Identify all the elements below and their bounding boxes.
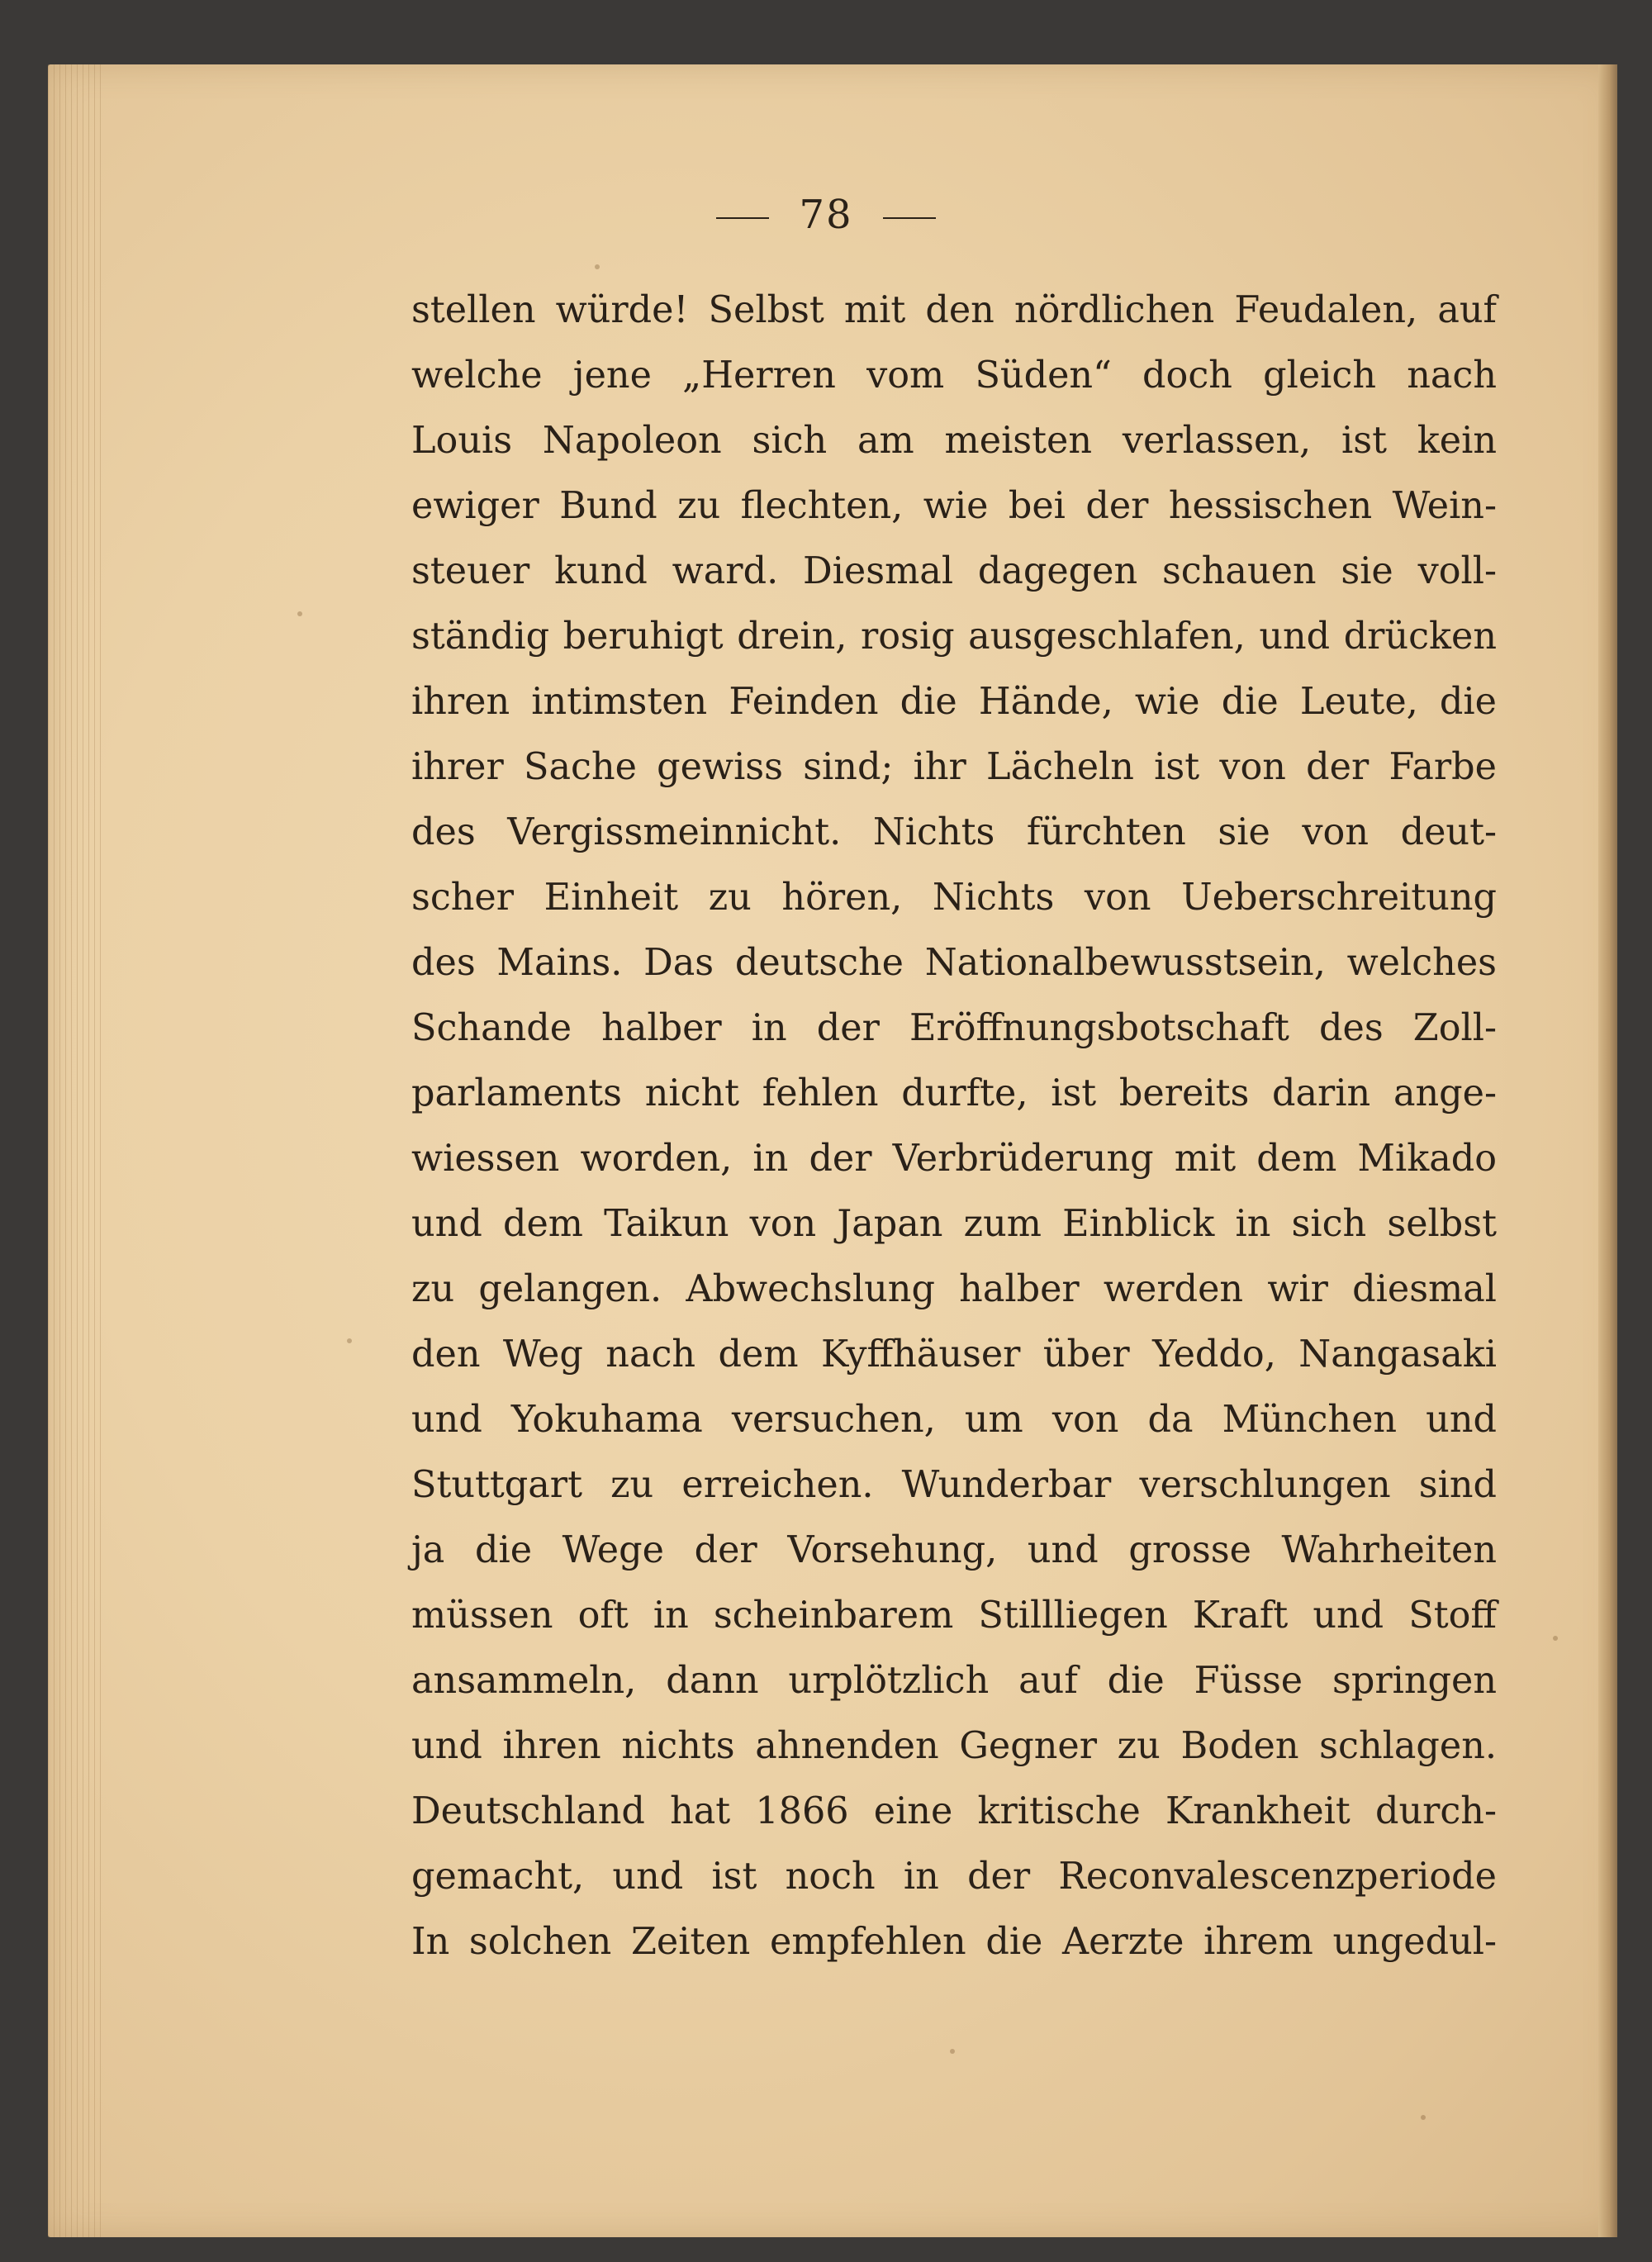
text-line: In solchen Zeiten empfehlen die Aerzte ihrem ungedul- [411,1921,1497,1963]
text-line: müssen oft in scheinbarem Stillliegen Kraft und Stoff [411,1594,1497,1637]
text-line: ihren intimsten Feinden die Hände, wie die Leute, die [411,681,1497,723]
text-line: und Yokuhama versuchen, um von da München und [411,1399,1497,1441]
text-line: ansammeln, dann urplötzlich auf die Füsse springen [411,1660,1497,1702]
text-line: scher Einheit zu hören, Nichts von Ueberschreitung [411,877,1497,919]
text-line: steuer kund ward. Diesmal dagegen schauen sie voll- [411,550,1497,592]
text-line: stellen würde! Selbst mit den nördlichen Feudalen, auf [411,289,1497,331]
text-line: ihrer Sache gewiss sind; ihr Lächeln ist von der Farbe [411,746,1497,788]
text-line: welche jene „Herren vom Süden“ doch gleich nach [411,354,1497,397]
dash-left [716,217,769,219]
text-line: Stuttgart zu erreichen. Wunderbar verschlungen sind [411,1464,1497,1506]
text-line: ja die Wege der Vorsehung, und grosse Wahrheiten [411,1529,1497,1571]
body-text [411,278,1497,1974]
page-number [0,192,1652,238]
text-line: des Vergissmeinnicht. Nichts fürchten sie von deut- [411,811,1497,853]
dash-right [883,217,936,219]
text-line: wiessen worden, in der Verbrüderung mit dem Mikado [411,1138,1497,1180]
text-line: des Mains. Das deutsche Nationalbewusstsein, welches [411,942,1497,984]
text-line: parlaments nicht fehlen durfte, ist bereits darin ange- [411,1072,1497,1114]
page-number-value: 78 [799,192,853,238]
text-line: und ihren nichts ahnenden Gegner zu Boden schlagen. [411,1725,1497,1767]
text-line: gemacht, und ist noch in der Reconvalescenzperiode [411,1856,1497,1898]
text-line: Deutschland hat 1866 eine kritische Krankheit durch- [411,1790,1497,1832]
text-line: Louis Napoleon sich am meisten verlassen, ist kein [411,420,1497,462]
text-line: ewiger Bund zu flechten, wie bei der hessischen Wein- [411,485,1497,527]
text-line: den Weg nach dem Kyffhäuser über Yeddo, Nangasaki [411,1333,1497,1376]
text-line: zu gelangen. Abwechslung halber werden wir diesmal [411,1268,1497,1310]
text-line: Schande halber in der Eröffnungsbotschaft des Zoll- [411,1007,1497,1049]
text-line: ständig beruhigt drein, rosig ausgeschlafen, und drücken [411,615,1497,658]
text-line: und dem Taikun von Japan zum Einblick in sich selbst [411,1203,1497,1245]
